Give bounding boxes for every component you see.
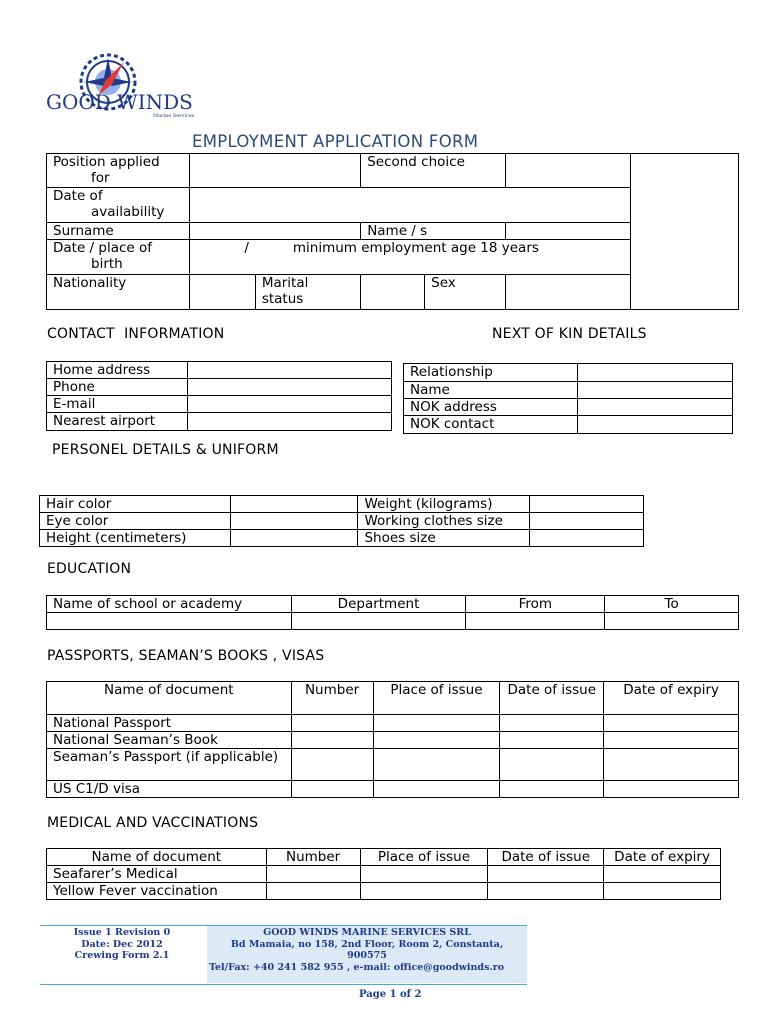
nok-label: NOK address: [404, 399, 578, 416]
passport-field[interactable]: [604, 781, 739, 798]
medical-header: Name of document: [47, 849, 267, 866]
nok-label: Relationship: [404, 364, 578, 382]
education-header: Department: [291, 596, 466, 613]
uniform-label: Shoes size: [358, 530, 530, 547]
contact-field[interactable]: [187, 396, 391, 413]
medical-table: [46, 848, 721, 900]
nok-field[interactable]: [577, 416, 732, 434]
personal-heading: PERSONEL DETAILS & UNIFORM: [52, 442, 279, 458]
contact-label: E-mail: [47, 396, 188, 413]
nok-field[interactable]: [577, 382, 732, 399]
uniform-label: Height (centimeters): [40, 530, 231, 547]
marital-field[interactable]: [361, 275, 425, 310]
passport-row-label: National Passport: [47, 715, 292, 732]
minimum-age-note: minimum employment age 18 years: [292, 240, 539, 256]
availability-field[interactable]: [190, 188, 631, 223]
uniform-field[interactable]: [230, 513, 358, 530]
passports-heading: PASSPORTS, SEAMAN’S BOOKS , VISAS: [47, 648, 325, 664]
passports-header: Name of document: [47, 682, 292, 715]
medical-row-label: Yellow Fever vaccination: [47, 883, 267, 900]
company-logo: [46, 50, 206, 130]
medical-header: Date of expiry: [604, 849, 721, 866]
birth-field[interactable]: [190, 240, 631, 275]
passport-field[interactable]: [500, 781, 604, 798]
education-field[interactable]: [47, 613, 292, 630]
surname-label: Surname: [47, 223, 190, 240]
passport-field[interactable]: [500, 732, 604, 749]
education-header: To: [605, 596, 739, 613]
medical-field[interactable]: [604, 883, 721, 900]
passport-field[interactable]: [291, 715, 373, 732]
surname-field[interactable]: [190, 223, 361, 240]
passport-row-label: US C1/D visa: [47, 781, 292, 798]
medical-header: Number: [266, 849, 360, 866]
medical-field[interactable]: [266, 883, 360, 900]
passport-row-label: National Seaman’s Book: [47, 732, 292, 749]
names-field[interactable]: [505, 223, 630, 240]
birth-label: Date / place of birth: [47, 240, 190, 275]
position-field[interactable]: [190, 154, 361, 188]
logo-subtitle: Marine Services: [153, 113, 195, 119]
uniform-field[interactable]: [230, 530, 358, 547]
passport-field[interactable]: [604, 749, 739, 781]
contact-heading: CONTACT INFORMATION: [47, 326, 225, 342]
contact-label: Nearest airport: [47, 413, 188, 431]
contact-field[interactable]: [187, 362, 391, 379]
uniform-field[interactable]: [530, 496, 644, 513]
passports-header: Place of issue: [373, 682, 500, 715]
medical-field[interactable]: [360, 866, 488, 883]
nok-heading: NEXT OF KIN DETAILS: [492, 326, 647, 342]
medical-heading: MEDICAL AND VACCINATIONS: [47, 815, 259, 831]
passport-field[interactable]: [604, 732, 739, 749]
page-title: EMPLOYMENT APPLICATION FORM: [192, 132, 479, 151]
passport-field[interactable]: [373, 749, 500, 781]
logo-name: GOOD WINDS: [46, 90, 193, 114]
education-header: Name of school or academy: [47, 596, 292, 613]
passport-field[interactable]: [373, 732, 500, 749]
second-choice-field[interactable]: [505, 154, 630, 188]
contact-field[interactable]: [187, 379, 391, 396]
nationality-field[interactable]: [190, 275, 256, 310]
marital-label: Marital status: [255, 275, 360, 310]
education-field[interactable]: [466, 613, 605, 630]
passport-field[interactable]: [373, 781, 500, 798]
uniform-table: [39, 495, 644, 547]
education-table: [46, 595, 739, 630]
nok-table: [403, 363, 733, 434]
passport-field[interactable]: [500, 749, 604, 781]
passports-header: Date of issue: [500, 682, 604, 715]
medical-field[interactable]: [360, 883, 488, 900]
footer-company: GOOD WINDS MARINE SERVICES SRL: [263, 927, 471, 938]
passport-field[interactable]: [291, 781, 373, 798]
passport-field[interactable]: [291, 749, 373, 781]
contact-table: [46, 361, 392, 431]
medical-field[interactable]: [488, 866, 604, 883]
nationality-label: Nationality: [47, 275, 190, 310]
passport-field[interactable]: [373, 715, 500, 732]
education-heading: EDUCATION: [47, 561, 132, 577]
education-field[interactable]: [291, 613, 466, 630]
medical-field[interactable]: [266, 866, 360, 883]
position-label: Position applied for: [47, 154, 190, 188]
contact-field[interactable]: [187, 413, 391, 431]
medical-row-label: Seafarer’s Medical: [47, 866, 267, 883]
passport-field[interactable]: [500, 715, 604, 732]
birth-separator: /: [244, 240, 249, 256]
footer-form: Crewing Form 2.1: [74, 950, 170, 961]
photo-box: [630, 154, 738, 310]
education-field[interactable]: [605, 613, 739, 630]
contact-label: Phone: [47, 379, 188, 396]
uniform-label: Eye color: [40, 513, 231, 530]
uniform-label: Working clothes size: [358, 513, 530, 530]
uniform-label: Weight (kilograms): [358, 496, 530, 513]
passport-field[interactable]: [291, 732, 373, 749]
passport-field[interactable]: [604, 715, 739, 732]
uniform-label: Hair color: [40, 496, 231, 513]
footer-company-block: [207, 927, 527, 973]
uniform-field[interactable]: [530, 530, 644, 547]
nok-field[interactable]: [577, 399, 732, 416]
contact-label: Home address: [47, 362, 188, 379]
footer-address: Bd Mamaia, no 158, 2nd Floor, Room 2, Constanta, 900575: [230, 938, 504, 961]
passports-header: Date of expiry: [604, 682, 739, 715]
passports-table: [46, 681, 739, 798]
medical-header: Date of issue: [488, 849, 604, 866]
nok-label: Name: [404, 382, 578, 399]
names-label: Name / s: [361, 223, 506, 240]
footer-bottom-rule: [40, 984, 527, 985]
second-choice-label: Second choice: [361, 154, 506, 188]
uniform-field[interactable]: [230, 496, 358, 513]
uniform-field[interactable]: [530, 513, 644, 530]
footer-contact: Tel/Fax: +40 241 582 955 , e-mail: office@goodwinds.ro: [209, 961, 505, 973]
page-number: Page 1 of 2: [359, 989, 422, 1000]
medical-field[interactable]: [488, 883, 604, 900]
personal-info-table: [46, 153, 739, 310]
nok-label: NOK contact: [404, 416, 578, 434]
nok-field[interactable]: [577, 364, 732, 382]
passport-row-label: Seaman’s Passport (if applicable): [47, 749, 292, 781]
footer-issue-block: [42, 927, 202, 962]
education-header: From: [466, 596, 605, 613]
footer-issue: Issue 1 Revision 0: [73, 927, 171, 938]
availability-label: Date of availability: [47, 188, 190, 223]
passports-header: Number: [291, 682, 373, 715]
medical-field[interactable]: [604, 866, 721, 883]
medical-header: Place of issue: [360, 849, 488, 866]
sex-label: Sex: [425, 275, 506, 310]
footer-date: Date: Dec 2012: [81, 938, 163, 950]
sex-field[interactable]: [505, 275, 630, 310]
